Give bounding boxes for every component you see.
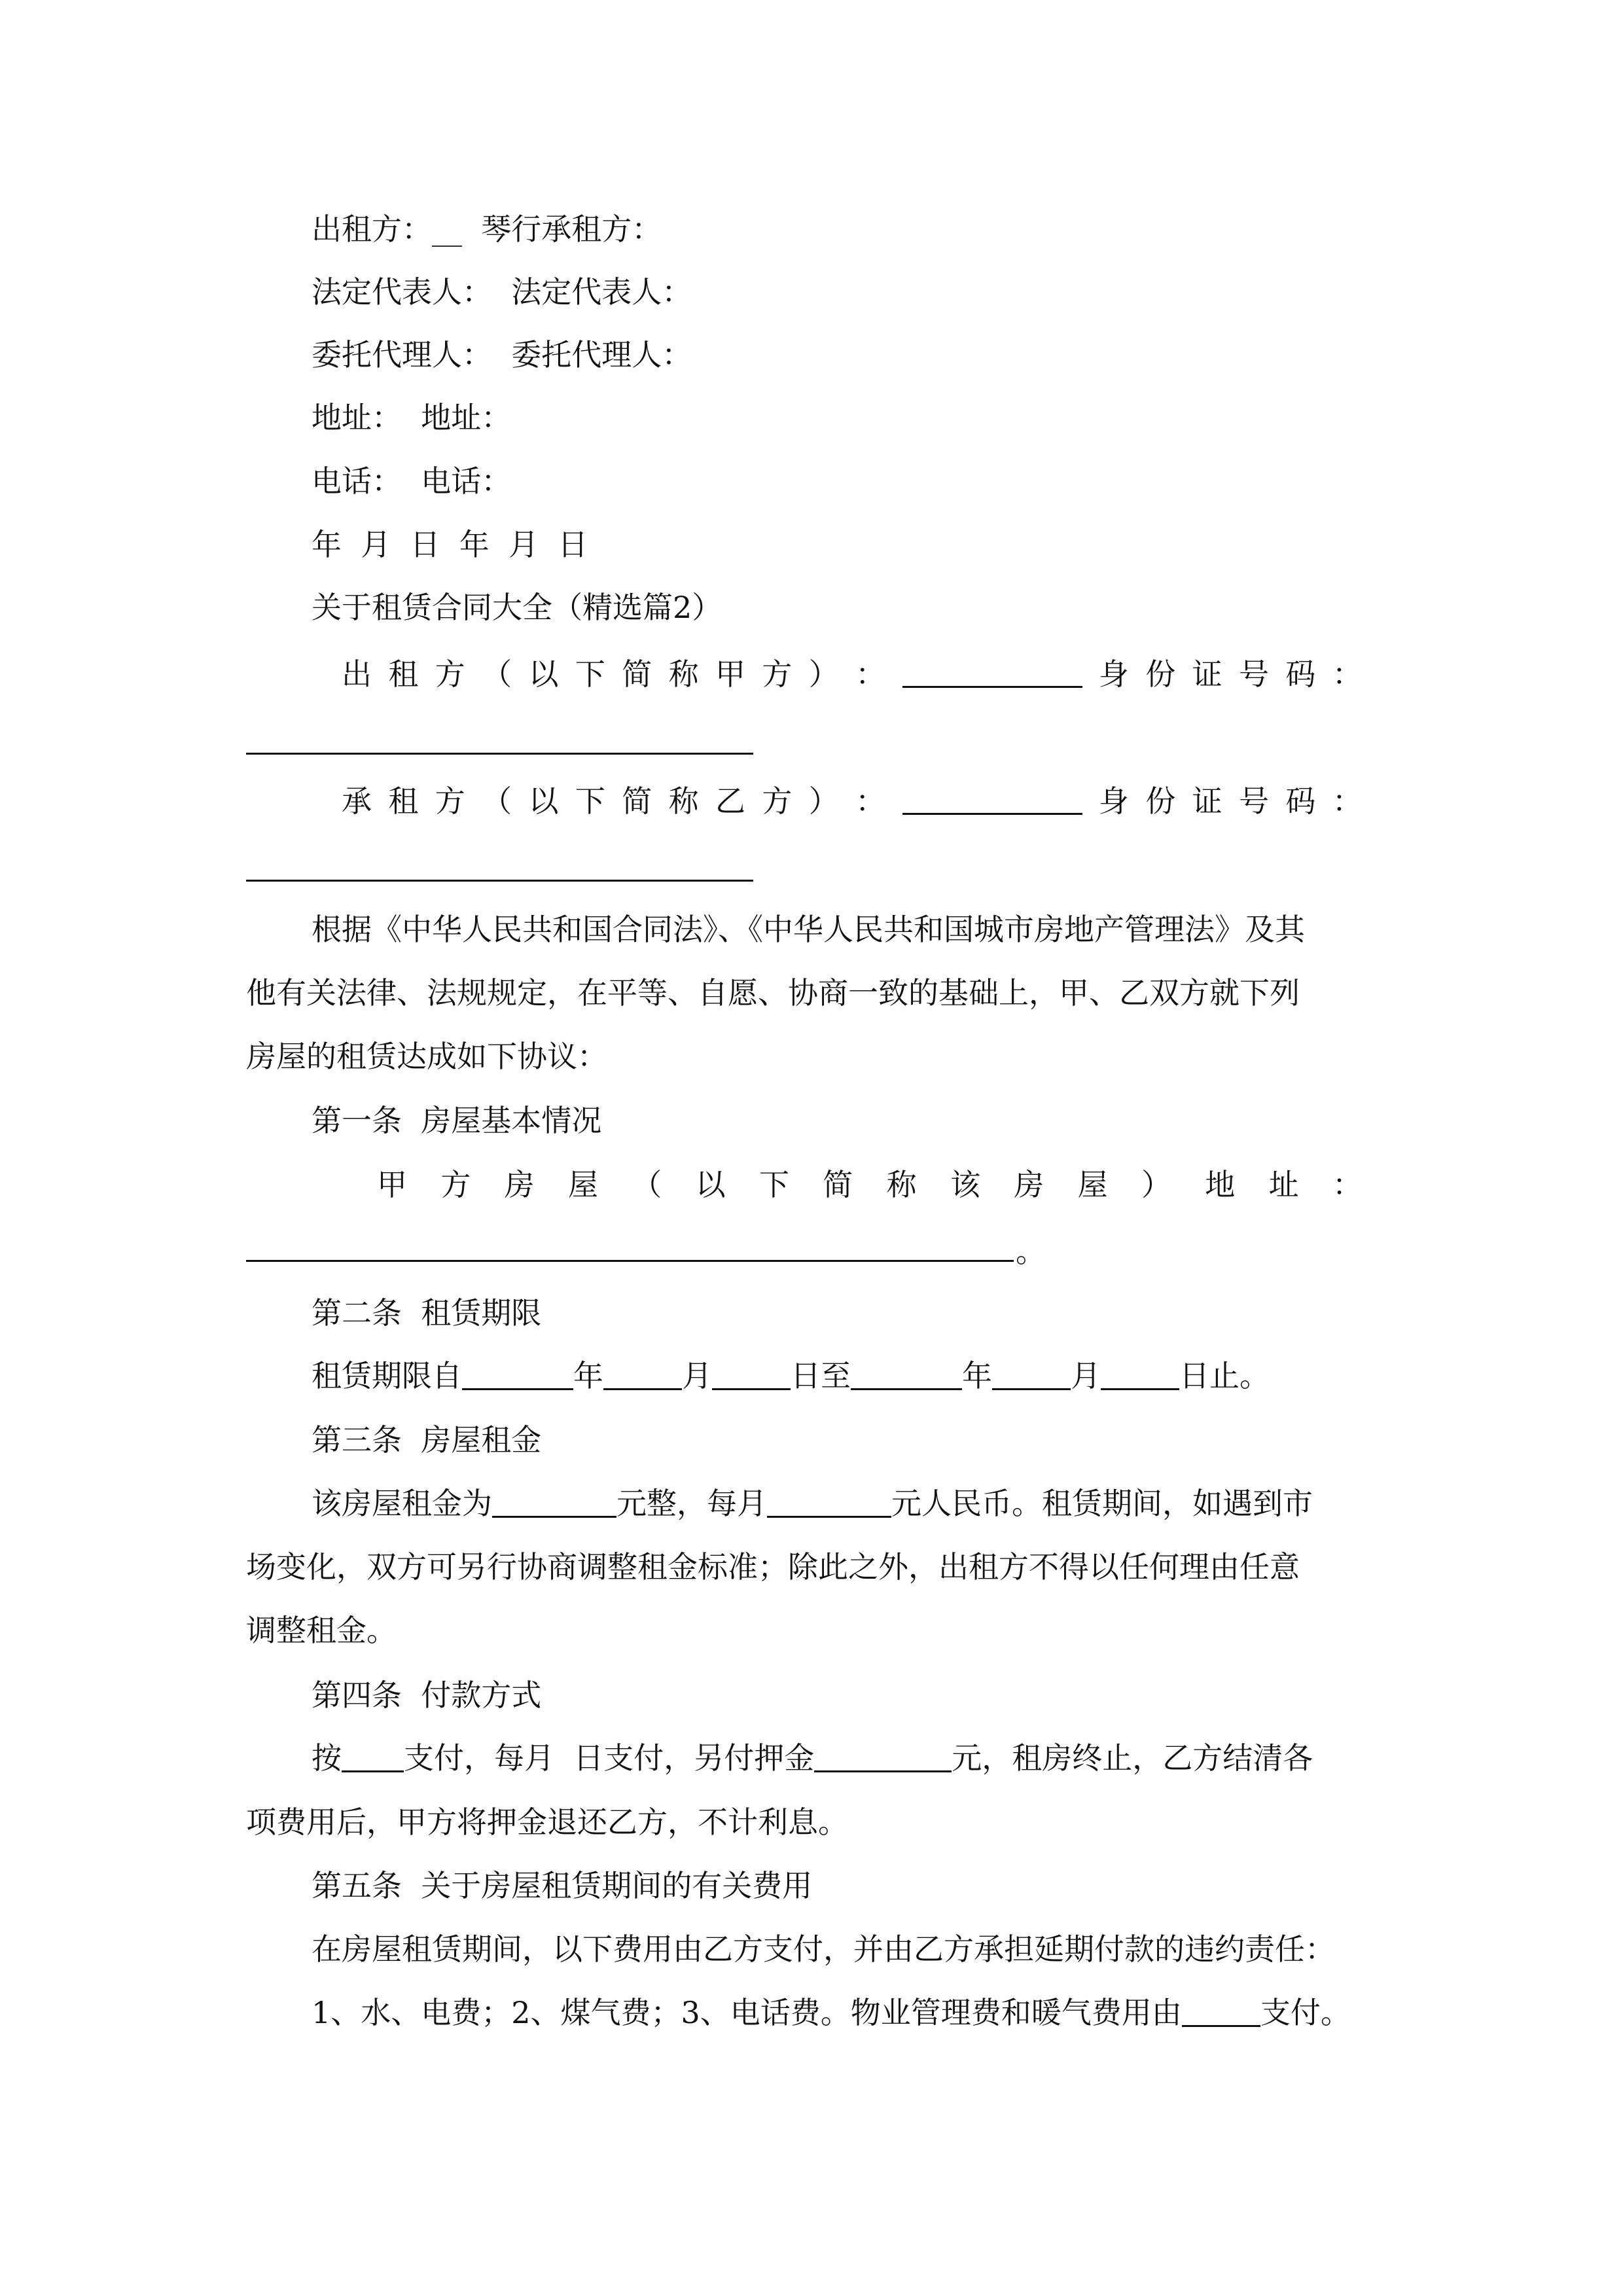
monthly-rent-blank: [767, 1486, 891, 1518]
date-line: 年 月 日 年 月 日: [312, 527, 588, 562]
party-b-char: 承: [342, 783, 372, 819]
party-b-char: ：: [855, 783, 886, 819]
art1-char: 简: [823, 1167, 853, 1202]
fees-payer-blank: [1182, 1995, 1260, 2027]
party-a-char: 方: [762, 656, 793, 692]
party-a-line: [342, 655, 1363, 694]
party-b-id-char: 码: [1285, 783, 1316, 819]
art1-char: ）: [1141, 1167, 1171, 1202]
party-a-char: 租: [388, 656, 419, 692]
fees-line: 在房屋租赁期间，以下费用由乙方支付，并由乙方承担延期付款的违约责任：: [312, 1931, 1335, 1967]
article-1-title: 第一条 房屋基本情况: [312, 1103, 602, 1138]
party-b-char: 方: [435, 783, 465, 819]
party-b-char: 方: [762, 783, 793, 819]
fees-line: 1、水、电费；2、煤气费；3、电话费。物业管理费和暖气费用由 支付。: [312, 1995, 1351, 2030]
article-4-title: 第四条 付款方式: [312, 1677, 542, 1713]
legal-rep-line: 法定代表人： 法定代表人：: [312, 274, 692, 310]
art1-address-line: [377, 1165, 1363, 1204]
party-a-id-char: 证: [1192, 656, 1222, 692]
rent-line: 调整租金。: [246, 1613, 397, 1648]
party-b-id-blank: [246, 880, 753, 882]
rent-line: 该房屋租金为 元整，每月 元人民币。租赁期间，如遇到市: [312, 1486, 1313, 1521]
party-b-id-char: 份: [1145, 783, 1176, 819]
section-title: 关于租赁合同大全（精选篇2）: [312, 590, 722, 625]
party-b-char: 简: [622, 783, 652, 819]
art1-char: 甲: [377, 1167, 407, 1202]
party-b-char: 下: [575, 783, 605, 819]
total-rent-blank: [492, 1486, 616, 1518]
party-b-char: 称: [668, 783, 699, 819]
article-5-title: 第五条 关于房屋租赁期间的有关费用: [312, 1868, 813, 1903]
party-a-char: ：: [855, 656, 886, 692]
end-month-blank: [992, 1358, 1071, 1390]
end-year-blank: [851, 1358, 962, 1390]
payment-line: 项费用后，甲方将押金退还乙方，不计利息。: [246, 1804, 848, 1840]
art1-char: 下: [758, 1167, 789, 1202]
art1-char: 该: [950, 1167, 980, 1202]
party-a-name-blank: [902, 655, 1082, 688]
art1-char: 以: [695, 1167, 726, 1202]
art1-char: 屋: [567, 1167, 598, 1202]
party-a-id-char: 码: [1285, 656, 1316, 692]
party-b-char: 以: [528, 783, 559, 819]
art1-char: 房: [504, 1167, 535, 1202]
party-a-id-blank: [246, 753, 753, 755]
start-year-blank: [462, 1358, 573, 1390]
deposit-blank: [814, 1740, 952, 1772]
art1-char: ：: [1332, 1167, 1363, 1202]
party-b-line: [342, 781, 1363, 821]
party-b-name-blank: [902, 781, 1082, 815]
phone-line: 电话： 电话：: [312, 463, 512, 499]
payment-line: 按 支付，每月 日支付，另付押金 元，租房终止，乙方结清各: [312, 1740, 1313, 1776]
party-a-char: 称: [668, 656, 699, 692]
party-a-char: 以: [528, 656, 559, 692]
art1-char: 称: [886, 1167, 917, 1202]
party-a-char: （: [482, 656, 512, 692]
party-b-id-char: 身: [1098, 783, 1129, 819]
article-2-title: 第二条 租赁期限: [312, 1295, 542, 1331]
party-b-char: ）: [808, 783, 839, 819]
party-b-id-char: 证: [1192, 783, 1222, 819]
party-a-id-char: ：: [1332, 656, 1363, 692]
party-a-id-char: 份: [1145, 656, 1176, 692]
rent-line: 场变化，双方可另行协商调整租金标准；除此之外，出租方不得以任何理由任意: [246, 1549, 1300, 1585]
intro-line: 他有关法律、法规规定，在平等、自愿、协商一致的基础上，甲、乙双方就下列: [246, 975, 1300, 1011]
payment-method-blank: [342, 1740, 404, 1772]
agent-line: 委托代理人： 委托代理人：: [312, 337, 692, 372]
art1-char: 屋: [1077, 1167, 1108, 1202]
end-day-blank: [1101, 1358, 1179, 1390]
party-a-char: 简: [622, 656, 652, 692]
party-b-id-char: ：: [1332, 783, 1363, 819]
start-month-blank: [603, 1358, 682, 1390]
party-a-char: 甲: [715, 656, 745, 692]
art1-char: 址: [1268, 1167, 1299, 1202]
intro-line: 房屋的租赁达成如下协议：: [246, 1039, 607, 1074]
art1-char: （: [632, 1167, 662, 1202]
party-b-char: 租: [388, 783, 419, 819]
party-b-id-char: 号: [1239, 783, 1269, 819]
party-a-id-char: 身: [1098, 656, 1129, 692]
lease-term-line: 租赁期限自 年 月 日至 年 月 日止。: [312, 1358, 1270, 1393]
art1-address-end: 。: [1016, 1234, 1046, 1269]
art1-char: 房: [1014, 1167, 1044, 1202]
party-a-char: 方: [435, 656, 465, 692]
intro-line: 根据《中华人民共和国合同法》、《中华人民共和国城市房地产管理法》及其: [312, 912, 1305, 947]
party-a-char: ）: [808, 656, 839, 692]
art1-char: 地: [1205, 1167, 1236, 1202]
start-day-blank: [712, 1358, 791, 1390]
party-b-char: 乙: [715, 783, 745, 819]
party-a-char: 出: [342, 656, 372, 692]
party-a-id-char: 号: [1239, 656, 1269, 692]
article-3-title: 第三条 房屋租金: [312, 1422, 542, 1458]
art1-char: 方: [440, 1167, 471, 1202]
party-a-char: 下: [575, 656, 605, 692]
art1-address-blank: [246, 1260, 1014, 1262]
address-line: 地址： 地址：: [312, 400, 512, 435]
party-b-char: （: [482, 783, 512, 819]
lessor-line: 出租方：__ 琴行承租方：: [312, 211, 662, 247]
